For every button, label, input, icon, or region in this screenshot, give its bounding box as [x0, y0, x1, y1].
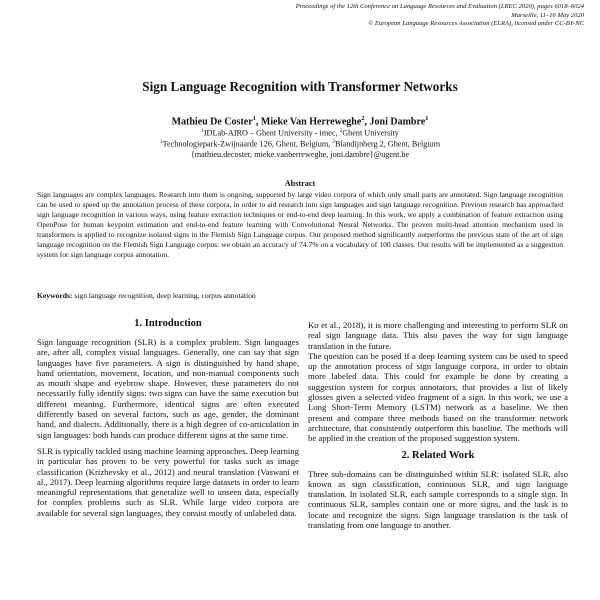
paragraph: The question can be posed if a deep learning system can be used to speed up the annotation process of sign language corpora, in order to obtain more labeled data. This could for example be done by creating a suggestion system for corpus annotators, that provides a list of likely glosses given a selected video fragment of a sign. In this work, we use a Long Short-Term Memory (LSTM) network as a baseline. We then present and compare three methods based on the transformer network architecture, that consistently outperform this baseline. The methods will be applied in the creation of the proposed suggestion system. — [308, 350, 568, 444]
keywords — [37, 291, 563, 300]
author-2: Mieke Van Herreweghe — [260, 116, 362, 128]
proceedings-line-1: Proceedings of the 12th Conference on Language Resources and Evaluation (LREC 2020), pages 6018–6024 — [295, 3, 584, 10]
paper-title: Sign Language Recognition with Transformer Networks — [142, 79, 458, 94]
author-3-affil: 1 — [425, 115, 429, 122]
keywords-text: sign language recognition, deep learning, corpus annotation — [72, 291, 256, 300]
keywords-label: Keywords: — [37, 291, 73, 300]
proceedings-line-2: Marseille, 11–16 May 2020 — [511, 11, 584, 19]
author-emails: {mathieu.decoster, mieke.vanherreweghe, joni.dambre}@ugent.be — [190, 150, 410, 159]
author-1-affil: 1 — [252, 115, 256, 122]
affiliation-line-2 — [0, 139, 600, 149]
affil-text: IDLab-AIRO – Ghent University - imec, — [203, 128, 340, 138]
author-1: Mathieu De Coster — [171, 116, 253, 128]
affil-marker: 1 — [201, 128, 204, 134]
paragraph: Sign language recognition (SLR) is a complex problem. Sign languages are, after all, complex visual languages. Generally, one can say that sign languages have five parameters. A sign is distinguished by hand shape, hand orientation, movement, location, and non-manual components such as mouth shape and eyebrow shape. However, these parameters do not necessarily fully identify signs: two signs can have the same execution but different meaning. Furthermore, identical signs are often executed differently based on several factors, such as age, gender, the dominant hand, and dialects. Additionally, there is a high degree of co-articulation in sign languages: both hands can produce different signs at the same time. — [37, 337, 299, 440]
abstract-heading: Abstract — [284, 179, 316, 188]
paragraph: SLR is typically tackled using machine learning approaches. Deep learning in particular has proven to be very powerful for tasks such as image classification (Krizhevsky et al., 2012) and neural translation (Vaswani et al., 2017). Deep learning algorithms require large datasets in order to learn meaningful representations that generalize well to unseen data, especially for complex problems such as SLR. While large video corpora are available for several sign languages, they consist mostly of unlabeled data. — [37, 445, 299, 518]
author-sep: , — [255, 116, 261, 128]
paragraph: Three sub-domains can be distinguished within SLR: isolated SLR, also known as sign classification, continuous SLR, and sign language translation. In isolated SLR, each sample corresponds to a single sign. In continuous SLR, samples contain one or more signs, and the task is to locate and recognize the signs. Sign language translation is the task of translating from one language to another. — [308, 468, 568, 531]
section-heading-related-work: 2. Related Work — [401, 449, 475, 461]
affil-text: Technologiepark-Zwijnaarde 126, Ghent, Belgium, — [162, 139, 333, 149]
affil-text: Ghent University — [342, 128, 399, 138]
right-column — [308, 320, 568, 536]
affil-text: Blandijnberg 2, Ghent, Belgium — [334, 139, 441, 149]
author-2-affil: 2 — [361, 115, 365, 122]
affil-marker: 1 — [159, 139, 163, 145]
author-list — [0, 115, 600, 127]
paragraph: Ko et al., 2018), it is more challenging and interesting to perform SLR on real sign language data. This also paves the way for sign language translation in the future. — [308, 320, 568, 351]
author-3: Joni Dambre — [369, 116, 426, 128]
abstract-body: Sign languages are complex languages. Research into them is ongoing, supported by large video corpora of which only small parts are annotated. Sign language recognition can be used to speed up the annotation process of these corpora, in order to aid research into sign languages and sign language recognition. Previous research has approached sign language recognition in various ways, using feature extraction techniques or end-to-end deep learning. In this work, we apply a combination of feature extraction using OpenPose for human keypoint estimation and end-to-end feature learning with Convolutional Neural Networks. The proven multi-head attention mechanism used in transformers is applied to recognize isolated signs in the Flemish Sign Language corpus. Our proposed method significantly outperforms the previous state of the art of sign language recognition on the Flemish Sign Language corpus: we obtain an accuracy of 74.7% on a vocabulary of 100 classes. Our results will be implemented as a suggestion system for sign language corpus annotation. — [37, 190, 563, 259]
affil-marker: 2 — [339, 128, 343, 134]
proceedings-header — [244, 3, 584, 29]
left-column — [37, 312, 299, 524]
author-sep: , — [364, 116, 370, 128]
affiliation-line-1 — [0, 128, 600, 138]
proceedings-line-3: © European Language Resources Association (ELRA), licensed under CC-BY-NC — [368, 20, 584, 28]
section-heading-introduction: 1. Introduction — [134, 318, 202, 329]
affil-marker: 2 — [332, 139, 335, 145]
